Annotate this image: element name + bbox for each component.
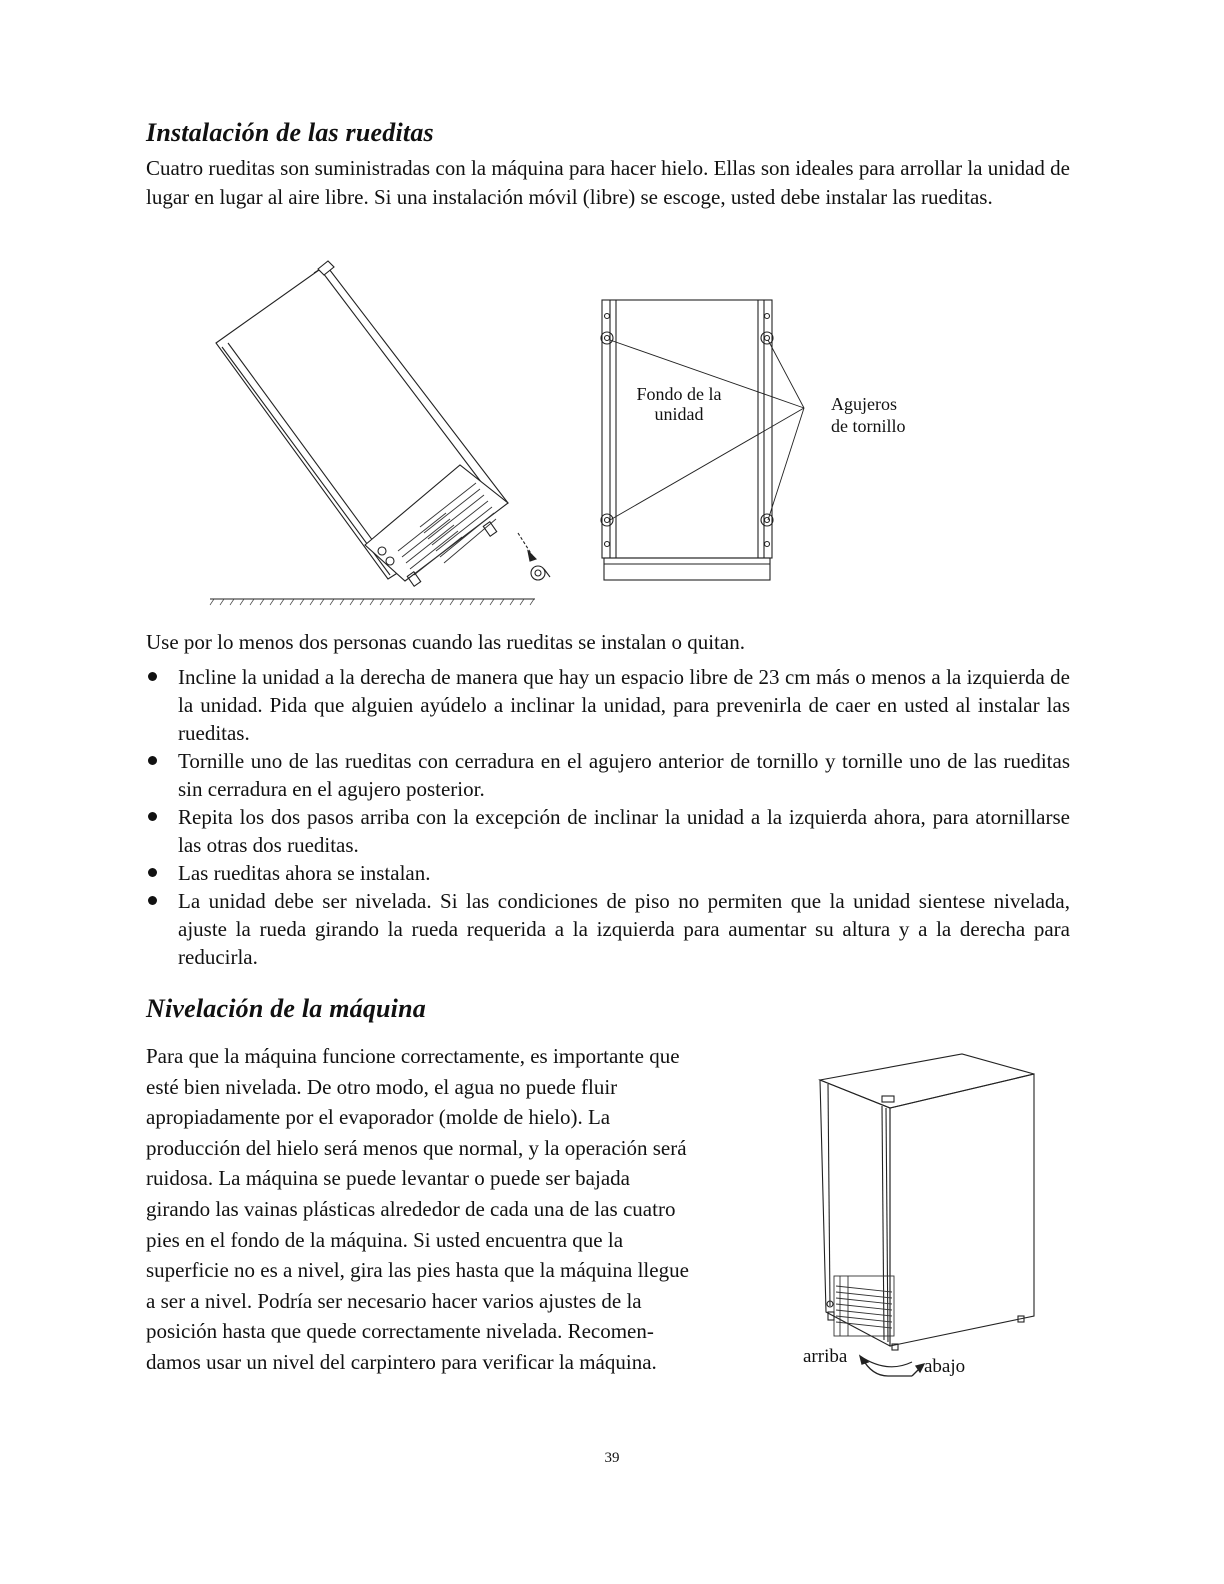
unit-bottom-label (616, 384, 742, 424)
leveling-line: producción del hielo será menos que normal, y la operación será (146, 1135, 687, 1160)
leveling-line: posición hasta que quede correctamente nivelada. Recomen- (146, 1319, 654, 1344)
casters-intro-paragraph: Cuatro rueditas son suministradas con la máquina para hacer hielo. Ellas son ideales para arrollar la unidad de lugar en lugar al aire libre. Si una instalación móvil (libre) se escoge, usted debe instalar las rueditas. (146, 156, 1070, 209)
installation-steps-list (146, 663, 1070, 971)
list-item: Las rueditas ahora se instalan. (146, 859, 1070, 887)
screw-holes-label (831, 393, 906, 437)
up-label: arriba (803, 1346, 848, 1367)
screw-hole-icon (601, 314, 773, 547)
leveling-line: pies en el fondo de la máquina. Si usted encuentra que la (146, 1227, 624, 1252)
list-item: Tornille uno de las rueditas con cerradura en el agujero anterior de tornillo y tornille uno de las rueditas sin cerradura en el agujero posterior. (146, 747, 1070, 803)
leveling-line: esté bien nivelada. De otro modo, el agua no puede fluir (146, 1074, 618, 1099)
section-title-casters: Instalación de las rueditas (146, 118, 434, 147)
list-item: Incline la unidad a la derecha de manera que hay un espacio libre de 23 cm más o menos a la izquierda de la unidad. Pida que alguien ayúdelo a inclinar la unidad, para prevenirla de caer en usted al instalar las rueditas. (146, 663, 1070, 747)
leveling-line: damos usar un nivel del carpintero para verificar la máquina. (146, 1349, 657, 1374)
screw-holes-label-line2: de tornillo (831, 416, 906, 436)
upright-unit-figure (812, 1050, 1038, 1350)
unit-bottom-outline (602, 300, 772, 558)
list-item: Repita los dos pasos arriba con la excepción de inclinar la unidad a la izquierda ahora, para atornillarse las otras dos rueditas. (146, 803, 1070, 859)
leveling-line: superficie no es a nivel, gira las pies hasta que la máquina llegue (146, 1258, 689, 1283)
rotation-arrow-icon (858, 1352, 928, 1382)
leveling-line: ruidosa. La máquina se puede levantar o puede ser bajada (146, 1166, 630, 1191)
leveling-paragraph (146, 1041, 786, 1378)
tilted-unit-figure (200, 255, 550, 610)
leveling-line: apropiadamente por el evaporador (molde de hielo). La (146, 1105, 611, 1130)
screw-holes-label-line1: Agujeros (831, 394, 897, 414)
unit-bottom-figure (596, 298, 936, 583)
unit-bottom-label-line1: Fondo de la (636, 384, 722, 404)
leveling-line: a ser a nivel. Podría ser necesario hacer varios ajustes de la (146, 1288, 642, 1313)
unit-bottom-label-line2: unidad (654, 404, 704, 424)
leveling-line: girando las vainas plásticas alrededor de cada una de las cuatro (146, 1196, 676, 1221)
page-number: 39 (604, 1450, 620, 1466)
down-label: abajo (924, 1356, 966, 1377)
section-title-leveling: Nivelación de la máquina (146, 994, 426, 1023)
leveling-line: Para que la máquina funcione correctamente, es importante que (146, 1044, 680, 1068)
list-item: La unidad debe ser nivelada. Si las condiciones de piso no permiten que la unidad sientese nivelada, ajuste la rueda girando la rueda requerida a la izquierda para aumentar su altura y a la derecha para reducirla. (146, 887, 1070, 971)
two-people-note: Use por lo menos dos personas cuando las rueditas se instalan o quitan. (146, 630, 745, 654)
